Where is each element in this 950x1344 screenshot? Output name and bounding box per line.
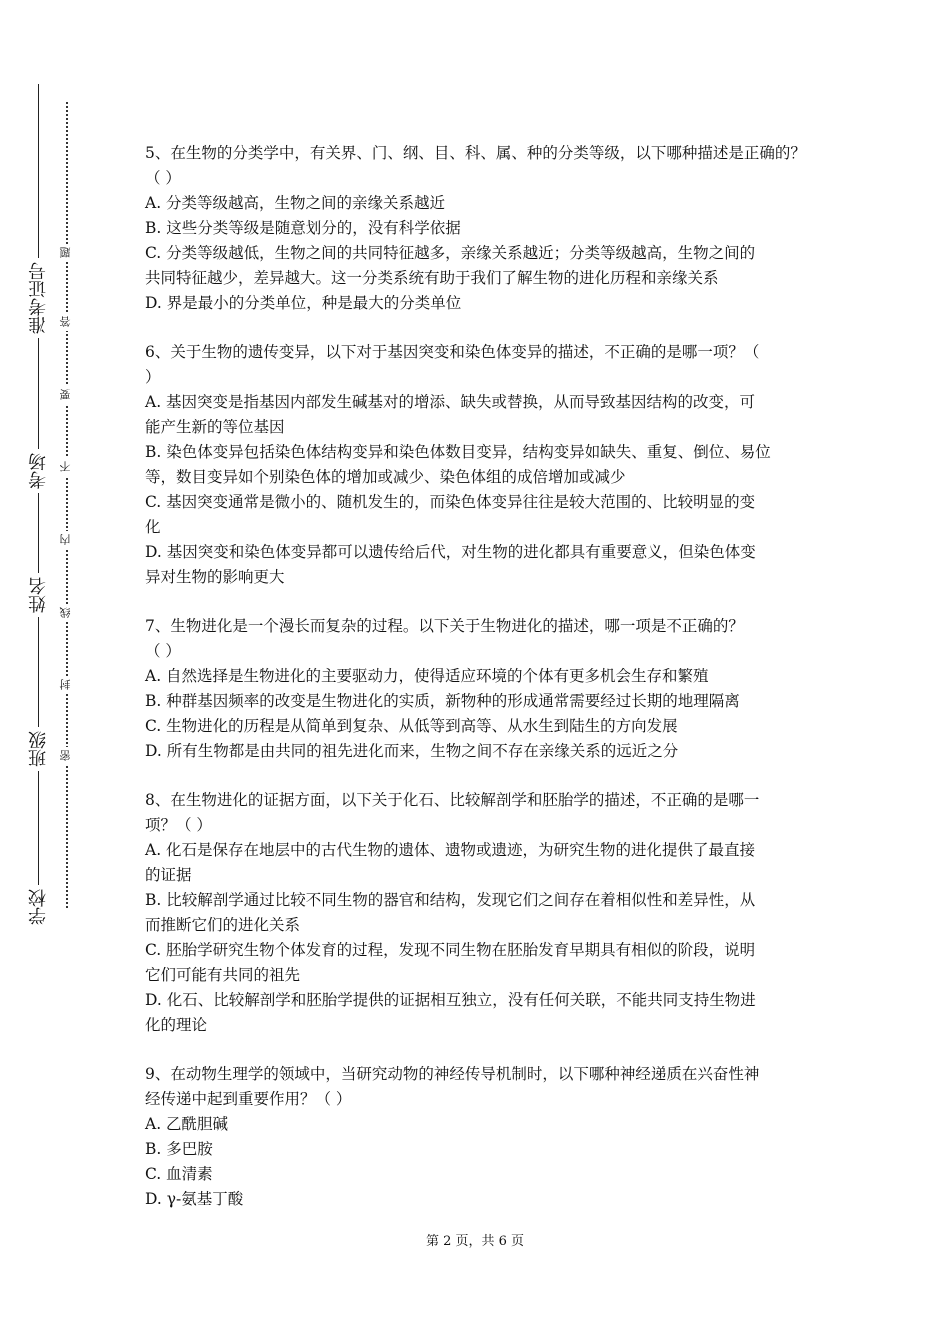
question-6: [145, 340, 815, 590]
option-a: A. 化石是保存在地层中的古代生物的遗体、遗物或遗迹，为研究生物的进化提供了最直接: [145, 841, 756, 859]
answer-bracket: （ ）: [145, 169, 181, 187]
seal-char: 密: [57, 747, 75, 765]
question-list: [145, 141, 815, 1236]
option-d: D. 所有生物都是由共同的祖先进化而来，生物之间不存在亲缘关系的远近之分: [145, 742, 679, 760]
seal-char: 题: [57, 244, 75, 262]
option-b: B. 多巴胺: [145, 1140, 213, 1158]
seal-char: 不: [57, 458, 75, 476]
option-b-cont: 等，数目变异如个别染色体的增加或减少、染色体组的成倍增加或减少: [145, 468, 626, 486]
option-d-cont: 异对生物的影响更大: [145, 568, 285, 586]
answer-bracket: ）: [145, 368, 161, 386]
option-b: B. 种群基因频率的改变是生物进化的实质，新物种的形成通常需要经过长期的地理隔离: [145, 692, 740, 710]
question-stem: 7、生物进化是一个漫长而复杂的过程。以下关于生物进化的描述，哪一项是不正确的？: [145, 617, 744, 635]
option-a: A. 自然选择是生物进化的主要驱动力，使得适应环境的个体有更多机会生存和繁殖: [145, 667, 709, 685]
question-9: [145, 1062, 815, 1212]
binding-margin: [0, 0, 110, 1344]
option-d-cont: 化的理论: [145, 1016, 208, 1034]
seal-char: 线: [57, 604, 75, 622]
option-b: B. 染色体变异包括染色体结构变异和染色体数目变异，结构变异如缺失、重复、倒位、易位: [145, 443, 771, 461]
option-d: D. 基因突变和染色体变异都可以遗传给后代，对生物的进化都具有重要意义，但染色体变: [145, 543, 756, 561]
question-stem: 9、在动物生理学的领域中，当研究动物的神经传导机制时，以下哪种神经递质在兴奋性神: [145, 1065, 760, 1083]
question-stem-cont: 项？（ ）: [145, 816, 212, 834]
option-b: B. 这些分类等级是随意划分的，没有科学依据: [145, 219, 461, 237]
option-d: D. 化石、比较解剖学和胚胎学提供的证据相互独立，没有任何关联，不能共同支持生物进: [145, 991, 756, 1009]
seal-char: 内: [57, 531, 75, 549]
question-stem: 6、关于生物的遗传变异，以下对于基因突变和染色体变异的描述，不正确的是哪一项？（: [145, 343, 760, 361]
binding-solid-line: [38, 84, 39, 926]
question-stem-cont: 经传递中起到重要作用？（ ）: [145, 1090, 352, 1108]
option-a: A. 乙酰胆碱: [145, 1115, 229, 1133]
option-c: C. 生物进化的历程是从简单到复杂、从低等到高等、从水生到陆生的方向发展: [145, 717, 678, 735]
binding-dotted-line: [66, 102, 68, 908]
exam-number-label: 准考证号: [22, 258, 56, 338]
exam-room-label: 考场: [22, 449, 56, 493]
seal-char: 答: [57, 313, 75, 331]
option-c: C. 基因突变通常是微小的、随机发生的，而染色体变异往往是较大范围的、比较明显的变: [145, 493, 756, 511]
question-5: [145, 141, 815, 316]
question-7: [145, 614, 815, 764]
option-a: A. 分类等级越高，生物之间的亲缘关系越近: [145, 194, 446, 212]
answer-bracket: （ ）: [145, 642, 181, 660]
option-b-cont: 而推断它们的进化关系: [145, 916, 301, 934]
option-c: C. 胚胎学研究生物个体发育的过程，发现不同生物在胚胎发育早期具有相似的阶段，说明: [145, 941, 756, 959]
option-a-cont: 的证据: [145, 866, 192, 884]
option-c: C. 分类等级越低，生物之间的共同特征越多，亲缘关系越近；分类等级越高，生物之间的: [145, 244, 756, 262]
class-label: 班级: [22, 727, 56, 771]
page-footer: 第 2 页，共 6 页: [425, 1234, 525, 1249]
question-stem: 8、在生物进化的证据方面，以下关于化石、比较解剖学和胚胎学的描述，不正确的是哪一: [145, 791, 760, 809]
option-a: A. 基因突变是指基因内部发生碱基对的增添、缺失或替换，从而导致基因结构的改变，可: [145, 393, 756, 411]
option-b: B. 比较解剖学通过比较不同生物的器官和结构，发现它们之间存在着相似性和差异性，从: [145, 891, 756, 909]
option-c-cont: 共同特征越少，差异越大。这一分类系统有助于我们了解生物的进化历程和亲缘关系: [145, 269, 719, 287]
option-a-cont: 能产生新的等位基因: [145, 418, 285, 436]
option-d: D. γ-氨基丁酸: [145, 1190, 244, 1208]
question-8: [145, 788, 815, 1038]
name-label: 姓名: [22, 573, 56, 617]
seal-char: 封: [57, 676, 75, 694]
question-stem: 5、在生物的分类学中，有关界、门、纲、目、科、属、种的分类等级，以下哪种描述是正确的？: [145, 144, 806, 162]
seal-char: 要: [57, 386, 75, 404]
option-c-cont: 它们可能有共同的祖先: [145, 966, 301, 984]
option-d: D. 界是最小的分类单位，种是最大的分类单位: [145, 294, 462, 312]
option-c-cont: 化: [145, 518, 161, 536]
school-label: 学校: [22, 885, 56, 929]
option-c: C. 血清素: [145, 1165, 213, 1183]
